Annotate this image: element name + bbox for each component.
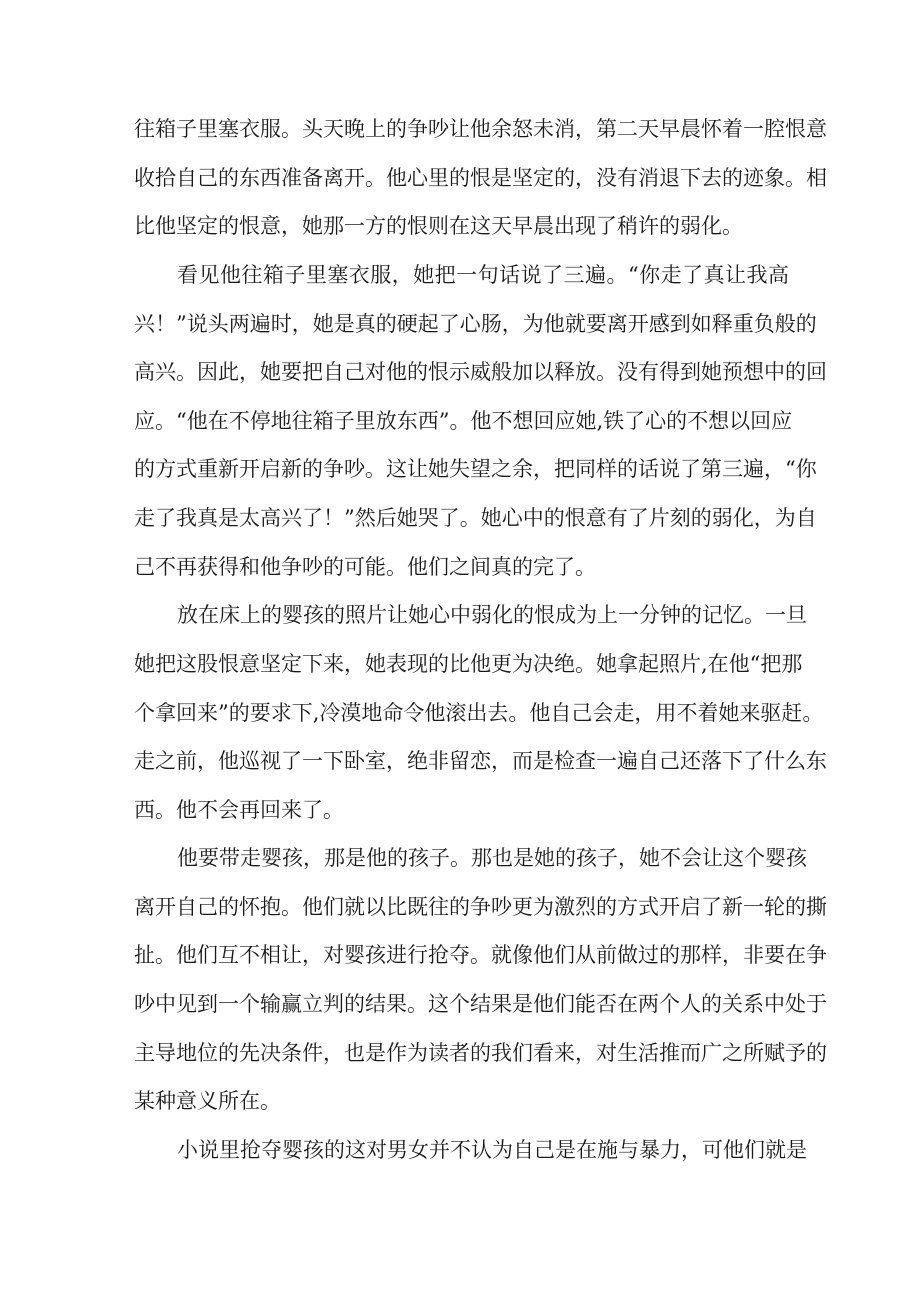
text-line: 他要带走婴孩，那是他的孩子。那也是她的孩子，她不会让这个婴孩 — [177, 846, 807, 870]
text-line: 吵中见到一个输赢立判的结果。这个结果是他们能否在两个人的关系中处于 — [134, 992, 827, 1016]
text-line: 应。“他在不停地往箱子里放东西”。他不想回应她,铁了心的不想以回应 — [134, 409, 793, 433]
text-line: 兴！”说头两遍时，她是真的硬起了心肠，为他就要离开感到如释重负般的 — [134, 312, 817, 336]
text-line: 扯。他们互不相让，对婴孩进行抢夺。就像他们从前做过的那样，非要在争 — [134, 943, 827, 967]
text-line: 小说里抢夺婴孩的这对男女并不认为自己是在施与暴力，可他们就是 — [177, 1138, 807, 1162]
text-line: 往箱子里塞衣服。头天晚上的争吵让他余怒未消，第二天早晨怀着一腔恨意 — [134, 117, 827, 141]
text-line: 主导地位的先决条件，也是作为读者的我们看来，对生活推而广之所赋予的 — [134, 1041, 827, 1065]
text-line: 高兴。因此，她要把自己对他的恨示威般加以释放。没有得到她预想中的回 — [134, 360, 827, 384]
text-line: 看见他往箱子里塞衣服，她把一句话说了三遍。“你走了真让我高 — [177, 263, 789, 287]
text-line: 放在床上的婴孩的照片让她心中弱化的恨成为上一分钟的记忆。一旦 — [177, 603, 807, 627]
text-line: 个拿回来”的要求下,冷漠地命令他滚出去。他自己会走，用不着她来驱赶。 — [134, 701, 824, 725]
text-line: 她把这股恨意坚定下来，她表现的比他更为决绝。她拿起照片,在他“把那 — [134, 652, 803, 676]
text-line: 走了我真是太高兴了！”然后她哭了。她心中的恨意有了片刻的弱化，为自 — [134, 506, 817, 530]
text-line: 西。他不会再回来了。 — [134, 798, 344, 822]
text-line: 某种意义所在。 — [134, 1089, 281, 1113]
text-line: 收拾自己的东西准备离开。他心里的恨是坚定的，没有消退下去的迹象。相 — [134, 166, 827, 190]
text-line: 走之前，他巡视了一下卧室，绝非留恋，而是检查一遍自己还落下了什么东 — [134, 749, 827, 773]
text-line: 离开自己的怀抱。他们就以比既往的争吵更为激烈的方式开启了新一轮的撕 — [134, 895, 827, 919]
text-line: 比他坚定的恨意，她那一方的恨则在这天早晨出现了稍许的弱化。 — [134, 214, 743, 238]
text-line: 的方式重新开启新的争吵。这让她失望之余，把同样的话说了第三遍，“你 — [134, 457, 817, 481]
text-line: 己不再获得和他争吵的可能。他们之间真的完了。 — [134, 555, 596, 579]
